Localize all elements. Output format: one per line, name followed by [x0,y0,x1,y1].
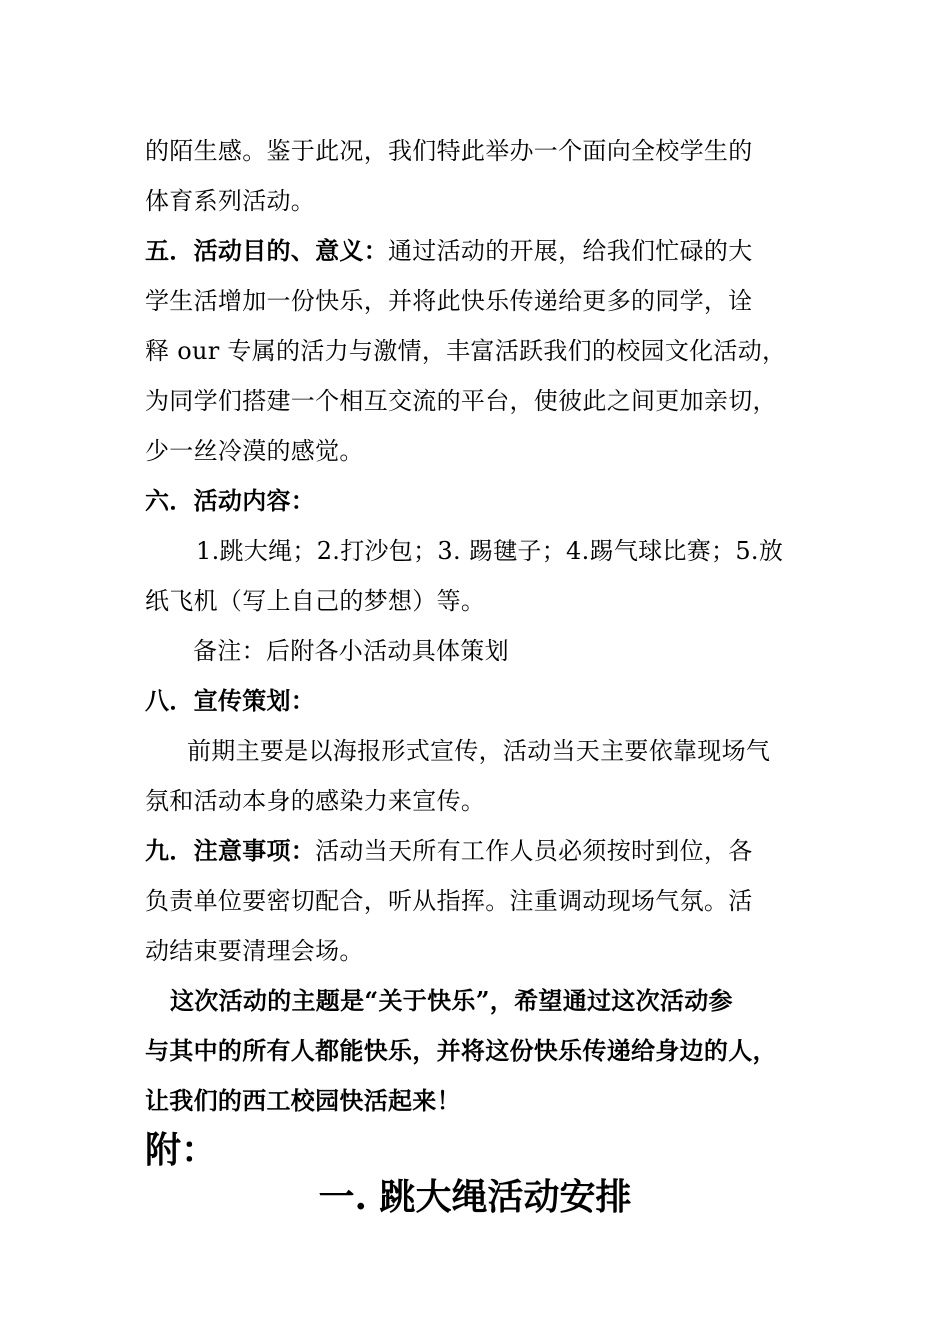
paragraph-line: 释 our 专属的活力与激情，丰富活跃我们的校园文化活动， [145,337,787,365]
paragraph-line: 动结束要清理会场。 [145,937,364,965]
theme-line: 让我们的西工校园快活起来！ [145,1086,461,1115]
paragraph-line: 为同学们搭建一个相互交流的平台，使彼此之间更加亲切， [145,387,777,415]
paragraph-line: 的陌生感。鉴于此况，我们特此举办一个面向全校学生的 [145,137,753,165]
section-five-heading: 五．活动目的、意义： [145,236,388,265]
remark-line: 备注：后附各小活动具体策划 [193,637,509,665]
appendix-label: 附： [145,1129,218,1171]
activity-list-line: 1.跳大绳；2.打沙包；3. 踢毽子；4.踢气球比赛；5.放 [196,537,784,565]
paragraph-line: 学生活增加一份快乐，并将此快乐传递给更多的同学，诠 [145,287,753,315]
section-five-line [145,236,753,266]
section-five-text: 通过活动的开展，给我们忙碌的大 [388,237,753,265]
section-nine-line [145,836,753,866]
paragraph-line: 体育系列活动。 [145,187,316,215]
paragraph-line: 前期主要是以海报形式宣传，活动当天主要依靠现场气 [187,737,771,765]
paragraph-line: 负责单位要密切配合，听从指挥。注重调动现场气氛。活 [145,887,753,915]
section-nine-heading: 九．注意事项： [145,836,316,865]
section-eight-heading: 八．宣传策划： [145,686,316,715]
section-six-heading: 六．活动内容： [145,486,316,515]
paragraph-line: 纸飞机（写上自己的梦想）等。 [145,587,486,615]
section-title: 一. 跳大绳活动安排 [318,1176,632,1218]
theme-line: 与其中的所有人都能快乐，并将这份快乐传递给身边的人， [145,1036,777,1065]
paragraph-line: 少一丝冷漠的感觉。 [145,437,364,465]
theme-line: 这次活动的主题是“关于快乐”，希望通过这次活动参 [170,986,733,1015]
section-nine-text: 活动当天所有工作人员必须按时到位，各 [315,837,753,865]
paragraph-line: 氛和活动本身的感染力来宣传。 [145,787,486,815]
